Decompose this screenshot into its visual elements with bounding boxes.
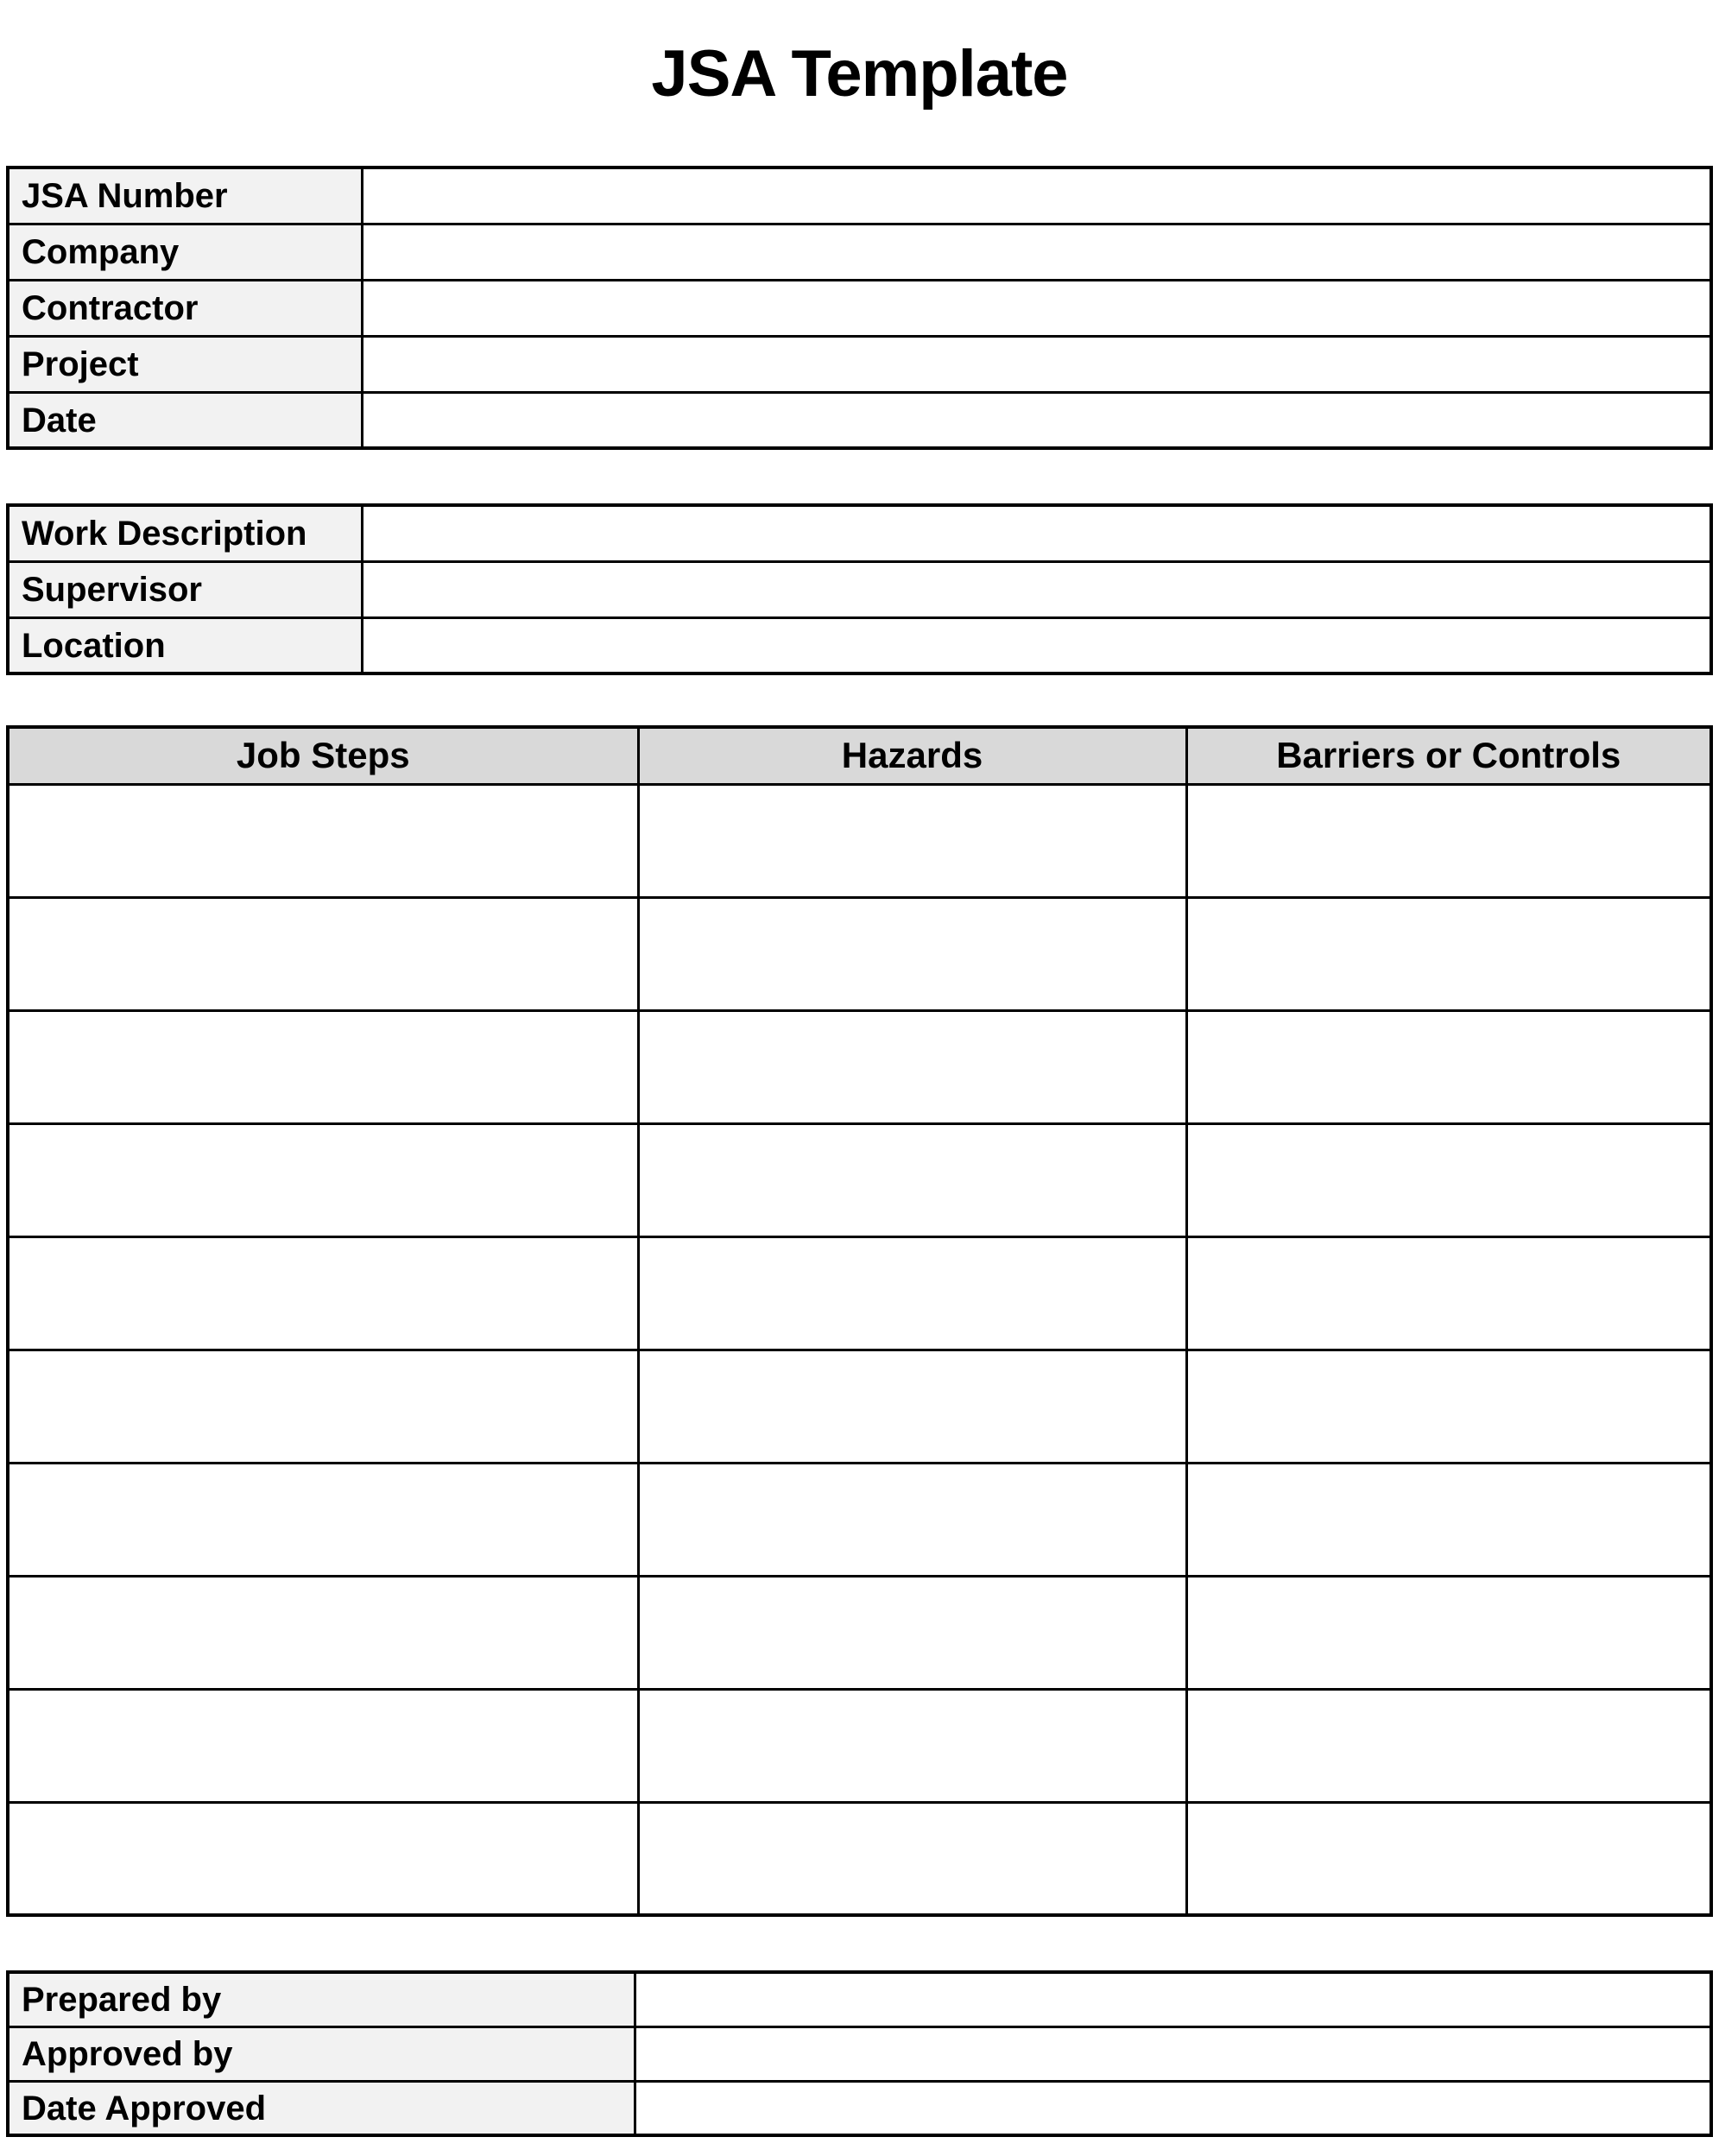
table-row [8, 224, 1711, 280]
barriers-controls-cell[interactable] [1186, 1802, 1711, 1915]
barriers-controls-cell[interactable] [1186, 784, 1711, 897]
table-row [8, 168, 1711, 224]
hazards-cell[interactable] [638, 1010, 1186, 1123]
contractor-field[interactable] [362, 280, 1711, 336]
barriers-controls-cell[interactable] [1186, 1463, 1711, 1576]
table-row [8, 505, 1711, 561]
table-header-row [8, 727, 1711, 784]
page-title: JSA Template [651, 37, 1068, 111]
jsa-info-table [6, 166, 1713, 450]
work-info-table [6, 503, 1713, 675]
job-steps-column-header: Job Steps [8, 727, 638, 784]
hazards-cell[interactable] [638, 1463, 1186, 1576]
date-field[interactable] [362, 392, 1711, 448]
location-label: Location [8, 617, 362, 673]
table-row [8, 784, 1711, 897]
table-row [8, 280, 1711, 336]
table-row [8, 897, 1711, 1010]
hazards-cell[interactable] [638, 1576, 1186, 1689]
table-row [8, 392, 1711, 448]
table-row [8, 561, 1711, 617]
supervisor-label: Supervisor [8, 561, 362, 617]
approval-table [6, 1970, 1713, 2137]
barriers-controls-cell[interactable] [1186, 1123, 1711, 1236]
table-row [8, 1236, 1711, 1350]
barriers-controls-column-header: Barriers or Controls [1186, 727, 1711, 784]
table-row [8, 1123, 1711, 1236]
job-steps-cell[interactable] [8, 897, 638, 1010]
company-label: Company [8, 224, 362, 280]
prepared-by-label: Prepared by [8, 1972, 635, 2026]
project-field[interactable] [362, 336, 1711, 392]
hazards-cell[interactable] [638, 897, 1186, 1010]
job-steps-cell[interactable] [8, 1802, 638, 1915]
table-row [8, 1463, 1711, 1576]
hazards-cell[interactable] [638, 1689, 1186, 1802]
barriers-controls-cell[interactable] [1186, 1350, 1711, 1463]
project-label: Project [8, 336, 362, 392]
table-row [8, 2026, 1711, 2081]
hazards-cell[interactable] [638, 1350, 1186, 1463]
table-row [8, 1972, 1711, 2026]
date-approved-field[interactable] [635, 2081, 1711, 2135]
barriers-controls-cell[interactable] [1186, 897, 1711, 1010]
barriers-controls-cell[interactable] [1186, 1010, 1711, 1123]
job-steps-cell[interactable] [8, 1010, 638, 1123]
jsa-number-label: JSA Number [8, 168, 362, 224]
company-field[interactable] [362, 224, 1711, 280]
work-description-field[interactable] [362, 505, 1711, 561]
job-steps-cell[interactable] [8, 1576, 638, 1689]
job-steps-cell[interactable] [8, 1236, 638, 1350]
barriers-controls-cell[interactable] [1186, 1236, 1711, 1350]
table-row [8, 1802, 1711, 1915]
table-row [8, 1576, 1711, 1689]
table-row [8, 336, 1711, 392]
barriers-controls-cell[interactable] [1186, 1689, 1711, 1802]
jsa-number-field[interactable] [362, 168, 1711, 224]
hazards-cell[interactable] [638, 784, 1186, 897]
hazards-cell[interactable] [638, 1802, 1186, 1915]
table-row [8, 2081, 1711, 2135]
table-row [8, 1350, 1711, 1463]
table-row [8, 1689, 1711, 1802]
work-description-label: Work Description [8, 505, 362, 561]
date-label: Date [8, 392, 362, 448]
job-steps-table-body [8, 784, 1711, 1915]
contractor-label: Contractor [8, 280, 362, 336]
prepared-by-field[interactable] [635, 1972, 1711, 2026]
date-approved-label: Date Approved [8, 2081, 635, 2135]
hazards-column-header: Hazards [638, 727, 1186, 784]
approved-by-label: Approved by [8, 2026, 635, 2081]
hazards-cell[interactable] [638, 1123, 1186, 1236]
job-steps-cell[interactable] [8, 1123, 638, 1236]
approved-by-field[interactable] [635, 2026, 1711, 2081]
table-row [8, 1010, 1711, 1123]
job-steps-cell[interactable] [8, 1350, 638, 1463]
job-steps-cell[interactable] [8, 1463, 638, 1576]
table-row [8, 617, 1711, 673]
barriers-controls-cell[interactable] [1186, 1576, 1711, 1689]
job-steps-cell[interactable] [8, 1689, 638, 1802]
location-field[interactable] [362, 617, 1711, 673]
job-steps-cell[interactable] [8, 784, 638, 897]
supervisor-field[interactable] [362, 561, 1711, 617]
hazards-cell[interactable] [638, 1236, 1186, 1350]
job-steps-table [6, 725, 1713, 1917]
